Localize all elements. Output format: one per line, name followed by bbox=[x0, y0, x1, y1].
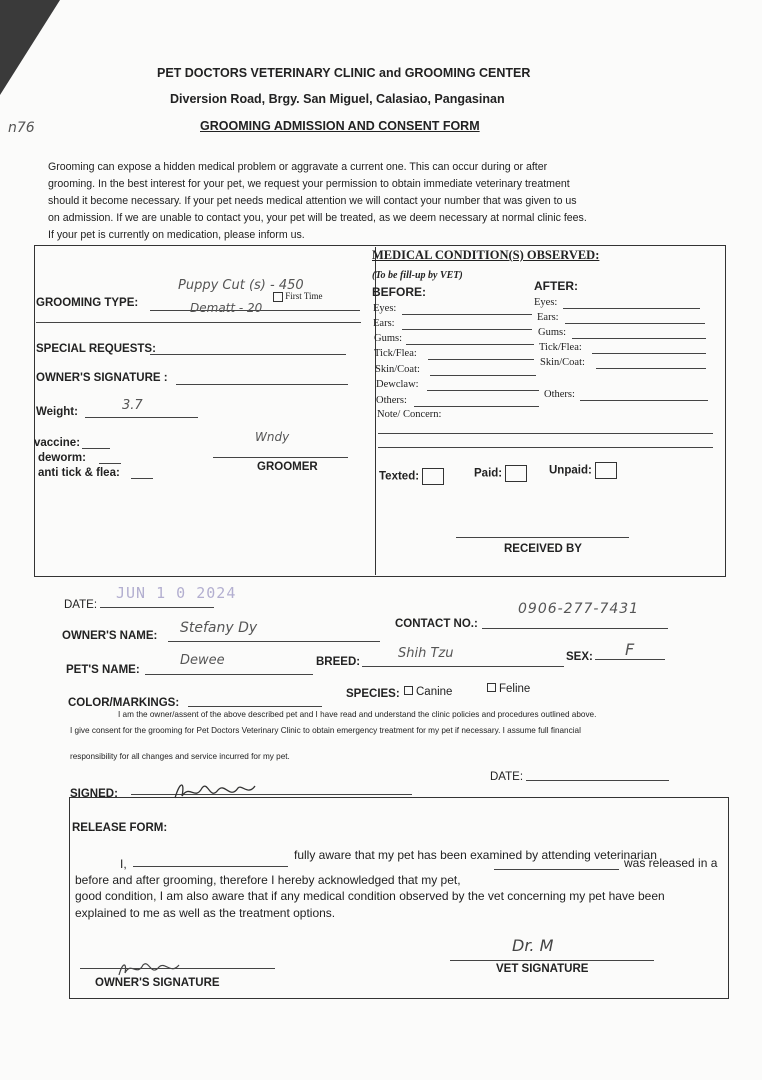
medical-subtitle: (To be fill-up by VET) bbox=[372, 270, 463, 281]
pet-name-line bbox=[145, 674, 313, 675]
contact-value[interactable]: 0906-277-7431 bbox=[518, 601, 640, 617]
release-line-1b: fully aware that my pet has been examined by attending veterinarian bbox=[294, 848, 657, 862]
before-item-line[interactable] bbox=[430, 375, 536, 376]
intro-line-1: Grooming can expose a hidden medical problem or aggravate a current one. This can occur during or after bbox=[48, 161, 548, 173]
sex-line bbox=[595, 659, 665, 660]
vaccine-line[interactable] bbox=[82, 448, 110, 449]
release-line-3: good condition, I am also aware that if any medical condition observed by the vet concerning my pet have been bbox=[75, 889, 665, 903]
sex-label: SEX: bbox=[566, 651, 593, 663]
release-line-2a: before and after grooming, therefore I hereby acknowledged that my pet, bbox=[75, 873, 461, 887]
after-item: Ears: bbox=[537, 312, 559, 323]
paid-checkbox[interactable] bbox=[505, 465, 527, 482]
note-concern-label: Note/ Concern: bbox=[377, 409, 442, 420]
before-item: Dewclaw: bbox=[376, 379, 419, 390]
after-item-line[interactable] bbox=[565, 323, 705, 324]
sex-value[interactable]: F bbox=[625, 640, 635, 659]
vet-signature-label: VET SIGNATURE bbox=[496, 963, 589, 975]
pet-name-value[interactable]: Dewee bbox=[180, 653, 225, 668]
clinic-address: Diversion Road, Brgy. San Miguel, Calasiao, Pangasinan bbox=[170, 92, 505, 106]
grooming-type-line-2 bbox=[36, 322, 361, 323]
deworm-line[interactable] bbox=[99, 463, 121, 464]
before-item-line[interactable] bbox=[402, 329, 532, 330]
release-owner-signature-label: OWNER'S SIGNATURE bbox=[95, 977, 220, 989]
date-label: DATE: bbox=[64, 599, 98, 611]
texted-option[interactable] bbox=[379, 468, 444, 485]
paid-option[interactable] bbox=[474, 465, 527, 482]
signed-label: SIGNED: bbox=[70, 788, 118, 800]
folded-corner bbox=[0, 0, 60, 95]
after-item-line[interactable] bbox=[596, 368, 706, 369]
before-item: Gums: bbox=[374, 333, 403, 344]
before-item: Others: bbox=[376, 395, 407, 406]
release-line-1a: I, bbox=[120, 857, 127, 871]
note-line-2[interactable] bbox=[378, 447, 713, 448]
breed-value[interactable]: Shih Tzu bbox=[398, 646, 454, 661]
before-item-line[interactable] bbox=[414, 406, 539, 407]
groomer-line bbox=[213, 457, 348, 458]
release-pet-line[interactable] bbox=[494, 869, 619, 870]
before-item: Eyes: bbox=[373, 303, 397, 314]
release-title: RELEASE FORM: bbox=[72, 822, 168, 834]
after-item: Gums: bbox=[538, 327, 567, 338]
form-title: GROOMING ADMISSION AND CONSENT FORM bbox=[200, 119, 480, 133]
grooming-type-value-1[interactable]: Puppy Cut (s) - 450 bbox=[178, 278, 304, 293]
feline-label: Feline bbox=[499, 683, 531, 695]
breed-label: BREED: bbox=[316, 656, 361, 668]
consent-line-3: responsibility for all changes and service incurred for my pet. bbox=[70, 752, 290, 761]
intro-line-5: If your pet is currently on medication, please inform us. bbox=[48, 229, 305, 241]
note-line-1[interactable] bbox=[378, 433, 713, 434]
special-requests-label: SPECIAL REQUESTS: bbox=[36, 343, 156, 355]
species-feline-option[interactable] bbox=[487, 683, 530, 695]
before-item: Skin/Coat: bbox=[375, 364, 420, 375]
intro-line-3: should it become necessary. If your pet needs medical attention we will contact your number that was given to us bbox=[48, 195, 577, 207]
weight-value[interactable]: 3.7 bbox=[122, 398, 143, 413]
groomer-label: GROOMER bbox=[257, 461, 318, 473]
before-label: BEFORE: bbox=[372, 285, 426, 299]
after-item-line[interactable] bbox=[572, 338, 706, 339]
medical-title: MEDICAL CONDITION(S) OBSERVED: bbox=[372, 248, 600, 262]
release-owner-signature-line[interactable] bbox=[80, 968, 275, 969]
intro-line-2: grooming. In the best interest for your pet, we request your permission to obtain immediate veterinary treatment bbox=[48, 178, 570, 190]
feline-checkbox[interactable] bbox=[487, 683, 496, 692]
breed-line bbox=[362, 666, 564, 667]
consent-line-2: I give consent for the grooming for Pet Doctors Veterinary Clinic to obtain emergency treatment for my pet if necessary. I assume full financial bbox=[70, 726, 581, 735]
unpaid-label: Unpaid: bbox=[549, 464, 592, 477]
color-markings-line[interactable] bbox=[188, 706, 322, 707]
release-line-4: explained to me as well as the treatment options. bbox=[75, 906, 336, 920]
received-by-line[interactable] bbox=[456, 537, 629, 538]
before-item: Tick/Flea: bbox=[374, 348, 417, 359]
consent-date-label: DATE: bbox=[490, 771, 524, 783]
unpaid-checkbox[interactable] bbox=[595, 462, 617, 479]
texted-checkbox[interactable] bbox=[422, 468, 444, 485]
first-time-checkbox[interactable] bbox=[273, 292, 283, 302]
before-item-line[interactable] bbox=[428, 359, 534, 360]
after-item: Eyes: bbox=[534, 297, 558, 308]
vet-signature-value[interactable]: Dr. M bbox=[512, 936, 554, 955]
before-item: Ears: bbox=[373, 318, 395, 329]
date-line bbox=[100, 607, 214, 608]
weight-label: Weight: bbox=[36, 406, 78, 418]
release-line-2b: was released in a bbox=[624, 856, 718, 870]
after-item: Others: bbox=[544, 389, 575, 400]
first-time-label: First Time bbox=[285, 291, 323, 301]
owner-signature-line[interactable] bbox=[176, 384, 348, 385]
before-item-line[interactable] bbox=[427, 390, 539, 391]
pet-name-label: PET'S NAME: bbox=[66, 664, 140, 676]
received-by-label: RECEIVED BY bbox=[504, 543, 582, 555]
after-item-line[interactable] bbox=[563, 308, 700, 309]
texted-label: Texted: bbox=[379, 470, 420, 483]
consent-date-line[interactable] bbox=[526, 780, 669, 781]
after-item-line[interactable] bbox=[580, 400, 708, 401]
anti-tick-line[interactable] bbox=[131, 478, 153, 479]
after-item: Tick/Flea: bbox=[539, 342, 582, 353]
grooming-type-value-2[interactable]: Dematt - 20 bbox=[190, 301, 263, 315]
canine-label: Canine bbox=[416, 686, 453, 698]
contact-line bbox=[482, 628, 668, 629]
owner-name-label: OWNER'S NAME: bbox=[62, 630, 158, 642]
intro-line-4: on admission. If we are unable to contact you, your pet will be treated, as we deem necessary at normal clinic fees. bbox=[48, 212, 587, 224]
before-item-line[interactable] bbox=[406, 344, 534, 345]
grooming-type-label: GROOMING TYPE: bbox=[36, 297, 139, 309]
species-canine-option[interactable] bbox=[404, 686, 452, 698]
before-item-line[interactable] bbox=[402, 314, 532, 315]
owner-signature-label: OWNER'S SIGNATURE : bbox=[36, 372, 168, 384]
paid-label: Paid: bbox=[474, 467, 503, 480]
canine-checkbox[interactable] bbox=[404, 686, 413, 695]
after-item: Skin/Coat: bbox=[540, 357, 585, 368]
species-label: SPECIES: bbox=[346, 688, 400, 700]
groomer-value[interactable]: Wndy bbox=[255, 430, 290, 444]
after-item-line[interactable] bbox=[592, 353, 706, 354]
owner-name-line bbox=[168, 641, 380, 642]
vaccine-label: vaccine: bbox=[34, 437, 81, 449]
margin-note: n76 bbox=[8, 120, 35, 136]
after-label: AFTER: bbox=[534, 279, 578, 293]
unpaid-option[interactable] bbox=[549, 462, 617, 479]
first-time-option[interactable] bbox=[273, 291, 323, 302]
date-stamp[interactable]: JUN 1 0 2024 bbox=[116, 584, 237, 602]
color-markings-label: COLOR/MARKINGS: bbox=[68, 697, 180, 709]
special-requests-line[interactable] bbox=[150, 354, 346, 355]
owner-name-value[interactable]: Stefany Dy bbox=[180, 620, 258, 636]
clinic-name: PET DOCTORS VETERINARY CLINIC and GROOMING CENTER bbox=[157, 66, 531, 80]
consent-line-1: I am the owner/assent of the above described pet and I have read and understand the clinic policies and procedures outlined above. bbox=[118, 710, 597, 719]
release-name-line[interactable] bbox=[133, 866, 288, 867]
vet-signature-line[interactable] bbox=[450, 960, 654, 961]
deworm-label: deworm: bbox=[38, 452, 86, 464]
weight-line bbox=[85, 417, 198, 418]
contact-label: CONTACT NO.: bbox=[395, 618, 478, 630]
anti-tick-label: anti tick & flea: bbox=[38, 467, 120, 479]
